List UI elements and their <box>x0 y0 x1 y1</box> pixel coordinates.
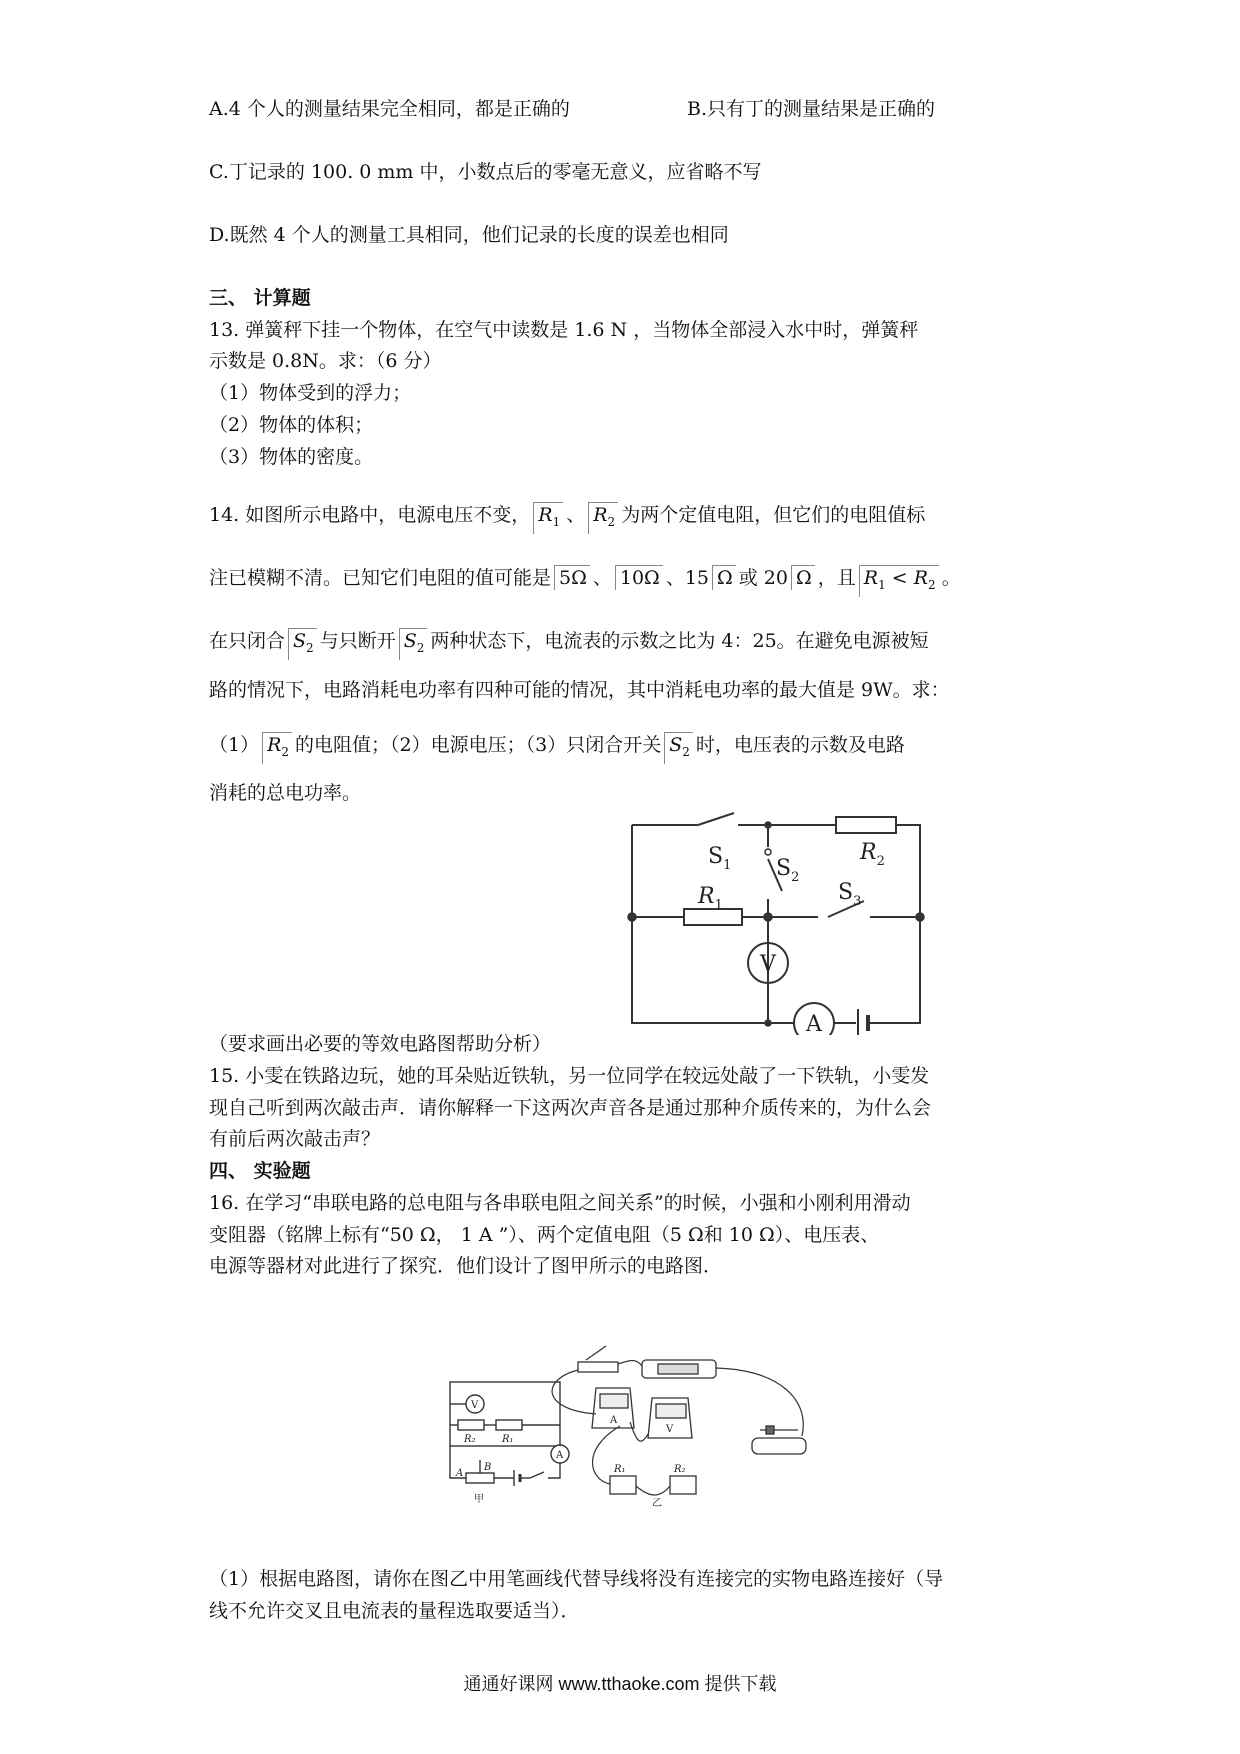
q14-text: 两种状态下，电流表的示数之比为 4：25。在避免电源被短 <box>430 630 929 652</box>
q14-text: （1） <box>209 734 260 756</box>
q12-option-a: A.4 个人的测量结果完全相同，都是正确的 <box>209 98 570 120</box>
jia-resistor-r2 <box>458 1420 484 1430</box>
q14-line-6: 消耗的总电功率。 <box>209 782 362 804</box>
symbol-10-ohm: 10Ω <box>615 565 663 590</box>
q14-text: 的电阻值；（2）电源电压；（3）只闭合开关 <box>295 734 662 756</box>
jia-resistor-r1 <box>496 1420 522 1430</box>
symbol-ohm: Ω <box>712 565 736 590</box>
q15-line-2: 现自己听到两次敲击声．请你解释一下这两次声音各是通过那种介质传来的，为什么会 <box>209 1097 932 1119</box>
jia-rheostat <box>466 1473 494 1483</box>
q13-sub-1: （1）物体受到的浮力； <box>209 382 412 404</box>
q12-option-b: B.只有丁的测量结果是正确的 <box>687 98 936 120</box>
q14-text: 或 20 <box>738 567 788 589</box>
svg-text:甲: 甲 <box>474 1494 484 1505</box>
svg-text:A: A <box>556 1450 564 1461</box>
yi-switch <box>578 1362 618 1372</box>
svg-text:R₁: R₁ <box>614 1464 626 1475</box>
q16-sub-1-line-2: 线不允许交叉且电流表的量程选取要适当）． <box>209 1600 580 1622</box>
q14-text: 、15 <box>665 567 709 589</box>
symbol-s2: $S_2$ <box>288 628 317 660</box>
resistor-r1 <box>684 909 742 925</box>
label-a: A <box>806 1012 822 1035</box>
q15-line-3: 有前后两次敲击声？ <box>209 1128 381 1150</box>
label-r2: $R_2$ <box>860 840 885 869</box>
q12-options-ab <box>209 94 1039 125</box>
switch-s1 <box>698 813 734 825</box>
q13-sub-3: （3）物体的密度。 <box>209 446 374 468</box>
svg-text:A: A <box>610 1415 618 1426</box>
svg-text:A: A <box>456 1468 464 1479</box>
q14-text: ，且 <box>817 567 856 589</box>
svg-text:R₂: R₂ <box>674 1464 686 1475</box>
section-3-title: 三、 计算题 <box>209 287 311 309</box>
q13-sub-2: （2）物体的体积； <box>209 414 374 436</box>
svg-text:V: V <box>666 1424 674 1435</box>
label-v: V <box>760 952 776 977</box>
q14-line-2 <box>209 563 1039 597</box>
yi-rheostat <box>752 1438 806 1454</box>
q13-line-1: 13. 弹簧秤下挂一个物体，在空气中读数是 1.6 N ，当物体全部浸入水中时，弹簧秤 <box>209 319 919 341</box>
q14-line-5 <box>209 730 1039 764</box>
q14-line-3 <box>209 626 1039 660</box>
yi-resistor-r1 <box>610 1476 636 1494</box>
symbol-r1-lt-r2: $R_1 < R_2$ <box>859 565 939 597</box>
symbol-r2: $R_2$ <box>588 502 618 534</box>
svg-text:B: B <box>484 1462 492 1473</box>
q16-sub-1-line-1: （1）根据电路图，请你在图乙中用笔画线代替导线将没有连接完的实物电路连接好（导 <box>209 1568 944 1590</box>
q14-text: 注已模糊不清。已知它们电阻的值可能是 <box>209 567 552 589</box>
label-r1: $R_1$ <box>698 884 723 913</box>
q12-option-d: D.既然 4 个人的测量工具相同，他们记录的长度的误差也相同 <box>209 224 729 246</box>
symbol-r1: $R_1$ <box>533 502 563 534</box>
symbol-5-ohm: 5Ω <box>554 565 590 590</box>
q16-figures <box>430 1330 840 1530</box>
q14-text: 、 <box>592 567 612 589</box>
svg-text:乙: 乙 <box>652 1498 662 1509</box>
q14-text: 为两个定值电阻，但它们的电阻值标 <box>621 504 926 526</box>
svg-text:V: V <box>471 1400 479 1411</box>
q16-line-3: 电源等器材对此进行了探究．他们设计了图甲所示的电路图． <box>209 1255 723 1277</box>
resistor-r2 <box>836 817 896 833</box>
label-s1: $S_1$ <box>708 844 732 873</box>
symbol-ohm: Ω <box>791 565 815 590</box>
q14-note: （要求画出必要的等效电路图帮助分析） <box>209 1033 552 1055</box>
jia-switch <box>530 1472 544 1478</box>
q14-text: 与只断开 <box>319 630 396 652</box>
q16-line-1: 16. 在学习“串联电路的总电阻与各串联电阻之间关系”的时候，小强和小刚利用滑动 <box>209 1192 911 1214</box>
q14-text: 时，电压表的示数及电路 <box>695 734 905 756</box>
q14-text: 在只闭合 <box>209 630 286 652</box>
q12-option-c: C.丁记录的 100. 0 mm 中，小数点后的零毫无意义，应省略不写 <box>209 161 762 183</box>
page-footer: 通通好课网 www.tthaoke.com 提供下载 <box>463 1674 777 1694</box>
label-s3: $S_3$ <box>838 880 862 909</box>
label-s2: $S_2$ <box>776 856 800 885</box>
q13-line-2: 示数是 0.8N。求：（6 分） <box>209 350 442 372</box>
q14-text: 、 <box>566 504 586 526</box>
symbol-s2: $S_2$ <box>664 732 693 764</box>
svg-text:R₂: R₂ <box>464 1434 476 1445</box>
symbol-s2: $S_2$ <box>399 628 428 660</box>
svg-text:R₁: R₁ <box>502 1434 514 1445</box>
q14-text: 14. 如图所示电路中，电源电压不变， <box>209 504 531 526</box>
section-4-title: 四、 实验题 <box>209 1160 311 1182</box>
q14-text: 。 <box>941 567 961 589</box>
q14-line-1 <box>209 500 1039 534</box>
yi-resistor-r2 <box>670 1476 696 1494</box>
q14-circuit-diagram <box>620 805 940 1035</box>
symbol-r2: $R_2$ <box>262 732 292 764</box>
q16-line-2: 变阻器（铭牌上标有“50 Ω， 1 A ”）、两个定值电阻（5 Ω和 10 Ω）、电压表、 <box>209 1224 880 1246</box>
q15-line-1: 15. 小雯在铁路边玩，她的耳朵贴近铁轨，另一位同学在较远处敲了一下铁轨，小雯发 <box>209 1065 930 1087</box>
q14-line-4: 路的情况下，电路消耗电功率有四种可能的情况，其中消耗电功率的最大值是 9W。求： <box>209 679 950 701</box>
